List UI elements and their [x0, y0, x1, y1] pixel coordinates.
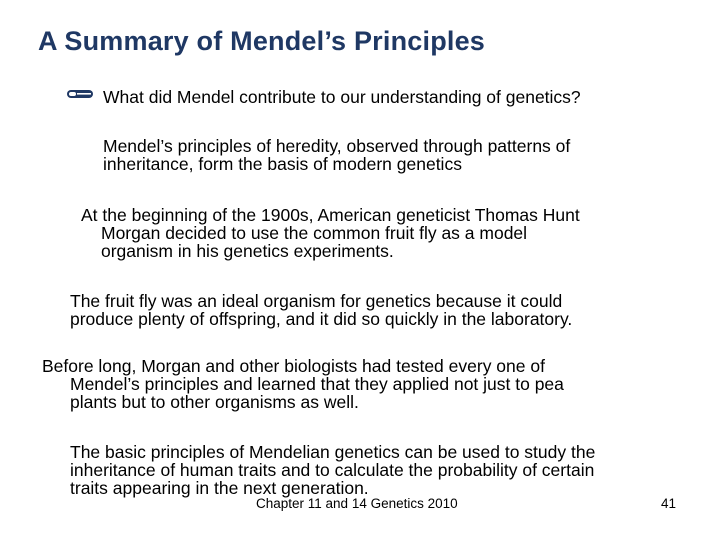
slide-title: A Summary of Mendel’s Principles [38, 26, 486, 56]
paragraph-basic-principles-line-1: The basic principles of Mendelian genetics can be used to study the [70, 442, 596, 462]
paragraph-tested-line-3: plants but to other organisms as well. [70, 392, 359, 412]
question-text: What did Mendel contribute to our understanding of genetics? [103, 87, 581, 107]
paragraph-morgan-line-2: Morgan decided to use the common fruit fly as a model [101, 223, 528, 243]
paragraph-basic-principles-line-3: traits appearing in the next generation. [70, 478, 369, 498]
paragraph-tested-line-1: Before long, Morgan and other biologists had tested every one of [42, 356, 545, 376]
key-icon [66, 87, 94, 101]
paragraph-heredity-line-2: inheritance, form the basis of modern genetics [103, 154, 462, 174]
paragraph-heredity-line-1: Mendel’s principles of heredity, observed through patterns of [103, 136, 571, 156]
paragraph-basic-principles-line-2: inheritance of human traits and to calculate the probability of certain [70, 460, 595, 480]
paragraph-morgan-line-3: organism in his genetics experiments. [101, 241, 394, 261]
paragraph-fruit-fly-line-2: produce plenty of offspring, and it did so quickly in the laboratory. [70, 309, 573, 329]
footer-chapter: Chapter 11 and 14 Genetics 2010 [256, 496, 458, 511]
slide-number: 41 [661, 496, 677, 511]
paragraph-tested-line-2: Mendel’s principles and learned that they applied not just to pea [70, 374, 564, 394]
paragraph-morgan-line-1: At the beginning of the 1900s, American geneticist Thomas Hunt [81, 205, 580, 225]
paragraph-fruit-fly-line-1: The fruit fly was an ideal organism for genetics because it could [70, 291, 563, 311]
